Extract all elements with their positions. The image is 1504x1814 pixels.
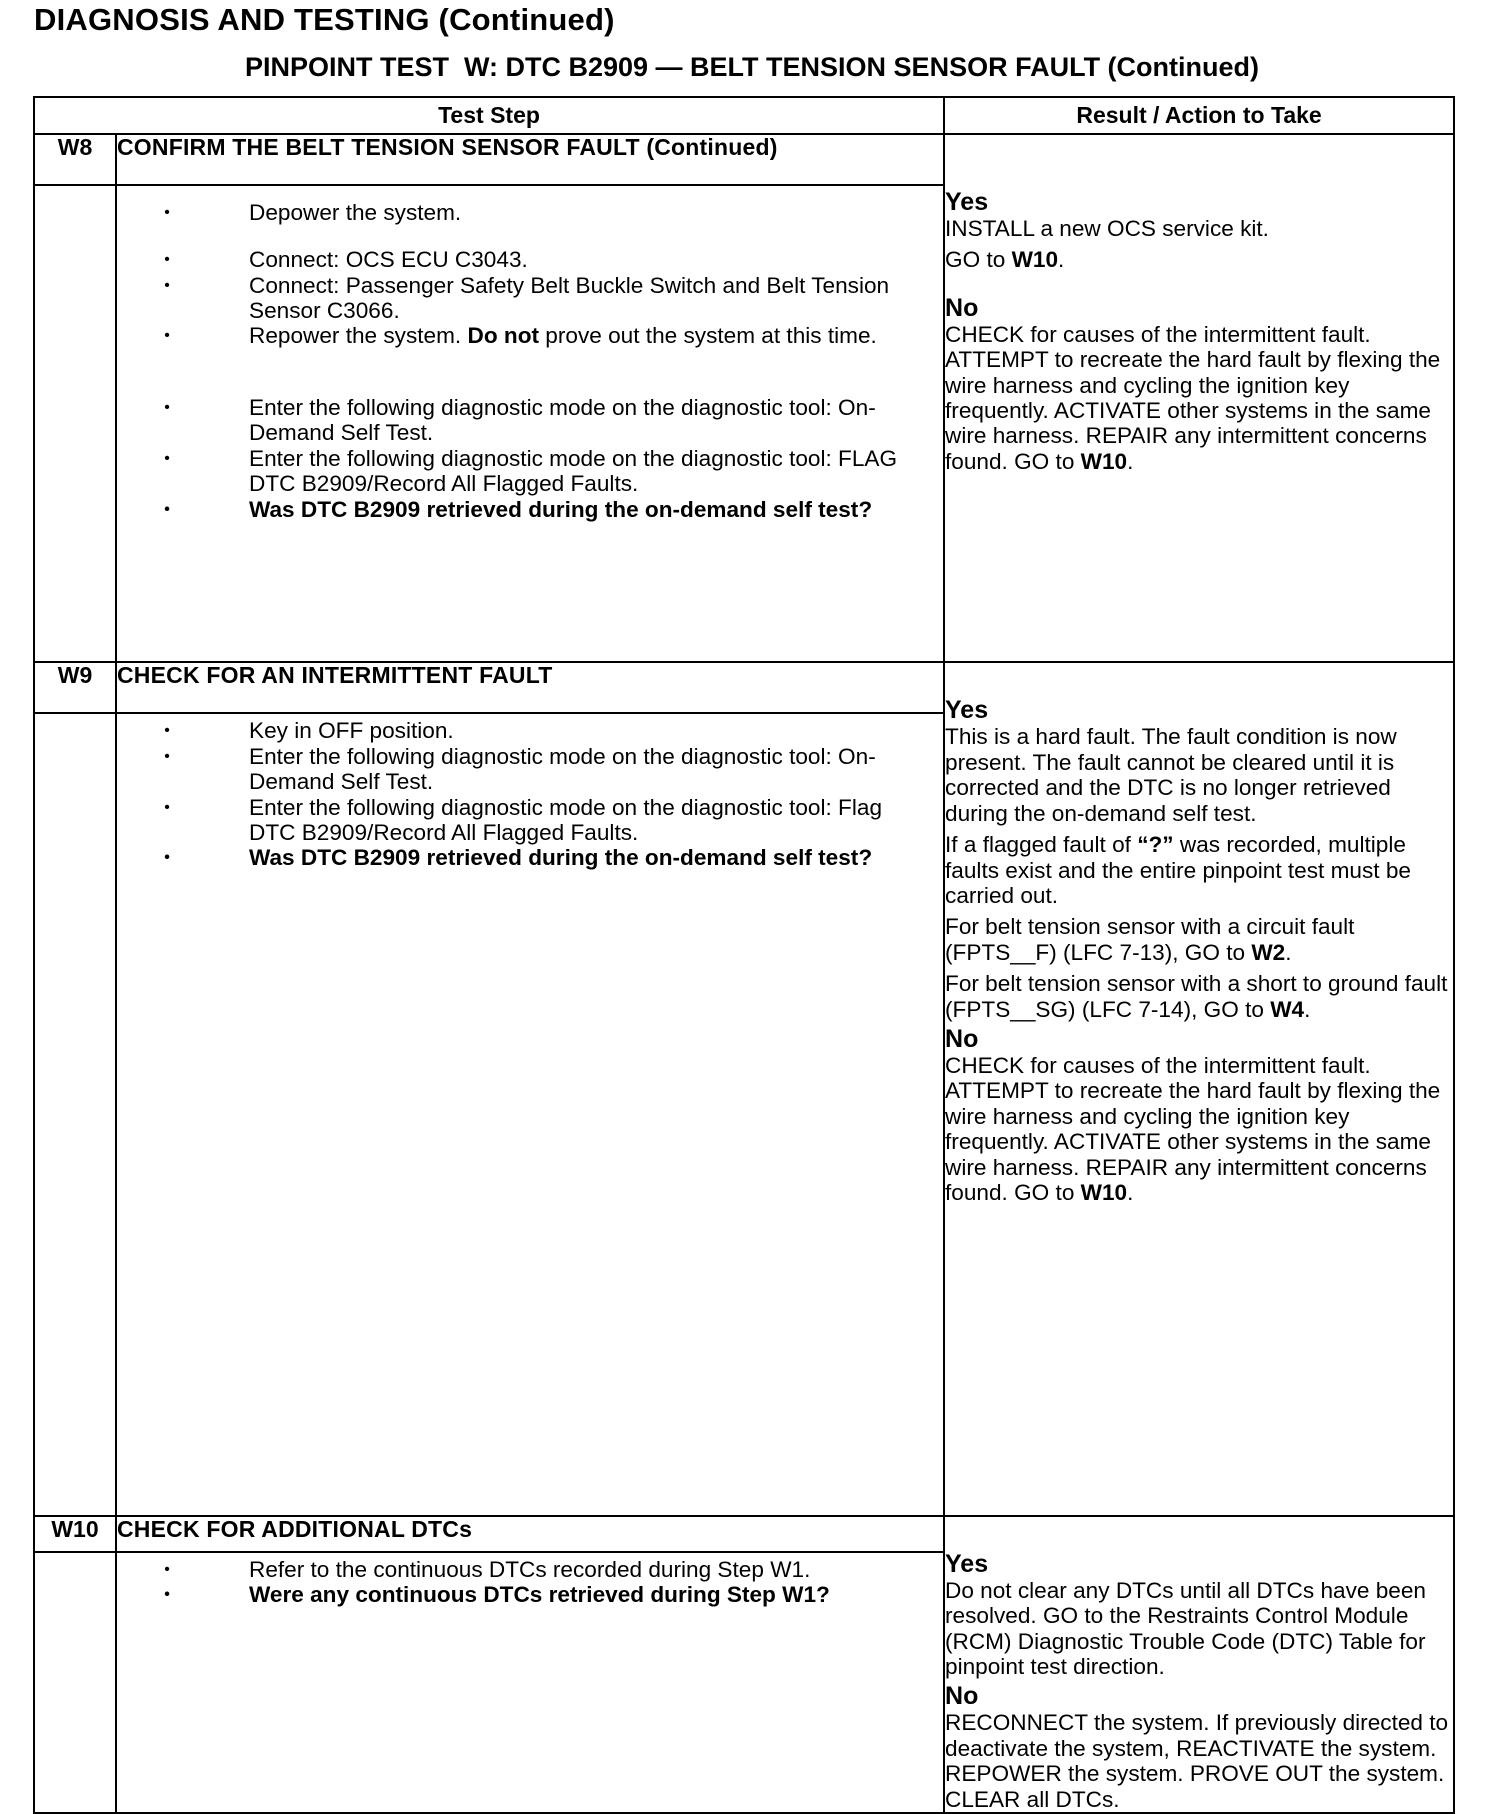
step-id: W10 [34,1516,116,1552]
result-paragraph: GO to W10. [945,247,1065,273]
result-paragraph: CHECK for causes of the intermittent fault. ATTEMPT to recreate the hard fault by flexing the wire harness and cycling the ignition key frequently. ACTIVATE other systems in the same wire harness. REPAIR any intermittent concerns found. GO to W10. [945,1052,1441,1205]
instruction-item: • Enter the following diagnostic mode on the diagnostic tool: On-Demand Self Test. [164,743,876,795]
table-header-row [34,97,1454,134]
step-heading-row [34,1516,1454,1552]
instruction-item: • Refer to the continuous DTCs recorded during Step W1. [164,1556,811,1582]
step-result-cell [944,662,1454,1515]
step-w8 [34,134,1454,662]
pinpoint-test-table [33,96,1455,1814]
step-instructions [116,1552,944,1813]
instruction-item: • Depower the system. [164,199,462,225]
no-label: No [945,1682,979,1711]
page-title: DIAGNOSIS AND TESTING (Continued) [34,2,615,37]
no-actions [945,1710,1453,1812]
yes-label: Yes [945,188,989,216]
result-paragraph: If a flagged fault of “?” was recorded, multiple faults exist and the entire pinpoint test must be carried out. [945,832,1411,908]
pinpoint-test-title: PINPOINT TEST W: DTC B2909 — BELT TENSION SENSOR FAULT (Continued) [244,52,1260,82]
result-paragraph: For belt tension sensor with a short to ground fault (FPTS__SG) (LFC 7-14), GO to W4. [945,971,1448,1022]
no-actions [945,322,1453,474]
step-result-cell [944,134,1454,662]
instruction-question: • Was DTC B2909 retrieved during the on-demand self test? [164,496,873,522]
result-paragraph: INSTALL a new OCS service kit. [945,216,1269,241]
step-instructions [116,185,944,663]
step-instructions [116,713,944,1516]
instruction-item: • Enter the following diagnostic mode on the diagnostic tool: On-Demand Self Test. [164,394,876,446]
step-w10 [34,1516,1454,1813]
result-paragraph: Do not clear any DTCs until all DTCs have been resolved. GO to the Restraints Control Module (RCM) Diagnostic Trouble Code (DTC) Table for pinpoint test direction. [945,1577,1426,1680]
no-actions [945,1053,1453,1205]
step-id: W9 [34,662,116,713]
step-heading: CHECK FOR AN INTERMITTENT FAULT [116,662,944,713]
instruction-item: • Repower the system. Do not prove out the system at this time. [164,323,877,349]
instruction-question: • Were any continuous DTCs retrieved during Step W1? [164,1582,830,1608]
no-label: No [945,1024,979,1053]
step-w9 [34,662,1454,1515]
step-heading: CONFIRM THE BELT TENSION SENSOR FAULT (Continued) [116,134,944,185]
result-paragraph: This is a hard fault. The fault condition is now present. The fault cannot be cleared until it is corrected and the DTC is no longer retrieved during the on-demand self test. [945,724,1397,826]
instruction-item: • Enter the following diagnostic mode on the diagnostic tool: Flag DTC B2909/Record All Flagged Faults. [164,794,883,845]
step-result-cell [944,1516,1454,1813]
step-heading-row [34,662,1454,713]
instruction-item: • Key in OFF position. [164,718,454,744]
instruction-item: • Connect: Passenger Safety Belt Buckle Switch and Belt Tension Sensor C3066. [164,272,890,324]
step-heading-row [34,134,1454,185]
instruction-item: • Connect: OCS ECU C3043. [164,247,528,273]
instruction-item: • Enter the following diagnostic mode on the diagnostic tool: FLAG DTC B2909/Record All Flagged Faults. [164,445,898,497]
step-heading: CHECK FOR ADDITIONAL DTCs [116,1516,944,1552]
test-step-column-header: Test Step [34,97,944,134]
step-id: W8 [34,134,116,185]
yes-label: Yes [945,1549,989,1578]
instruction-question: • Was DTC B2909 retrieved during the on-demand self test? [164,845,873,871]
yes-label: Yes [945,696,989,725]
result-paragraph: RECONNECT the system. If previously directed to deactivate the system, REACTIVATE the system. REPOWER the system. PROVE OUT the system. CLEAR all DTCs. [945,1710,1449,1812]
yes-actions [945,1578,1453,1680]
result-paragraph: For belt tension sensor with a circuit fault (FPTS__F) (LFC 7-13), GO to W2. [945,914,1355,965]
result-column-header: Result / Action to Take [944,97,1454,134]
yes-actions [945,724,1453,1021]
yes-actions [945,216,1453,273]
result-paragraph: CHECK for causes of the intermittent fault. ATTEMPT to recreate the hard fault by flexing the wire harness and cycling the ignition key frequently. ACTIVATE other systems in the same wire harness. REPAIR any intermittent concerns found. GO to W10. [945,321,1441,474]
no-label: No [945,293,979,322]
